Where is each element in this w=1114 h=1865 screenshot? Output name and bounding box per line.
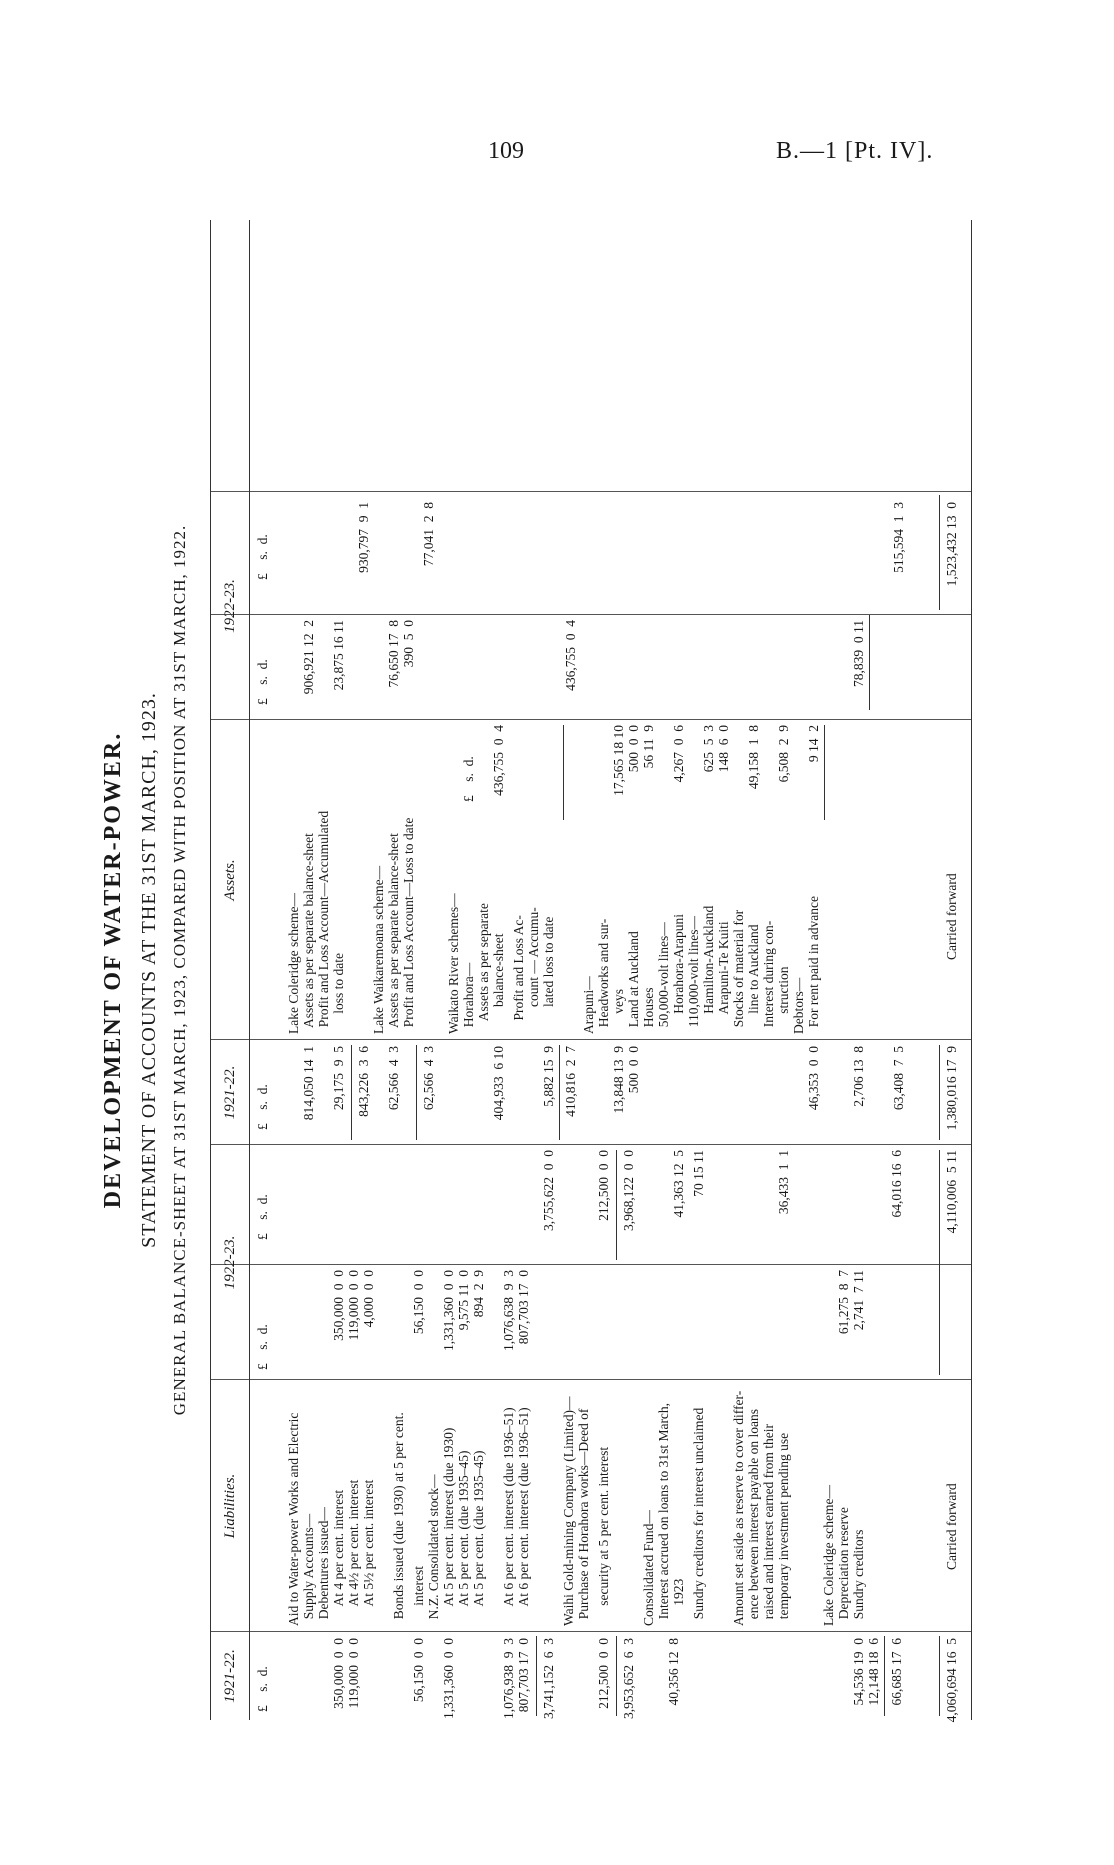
line: ence between interest payable on loans — [746, 1408, 761, 1626]
line: veys — [611, 989, 626, 1034]
amount: 76,650 17 8 — [386, 620, 401, 688]
amount: 404,933 6 10 — [491, 1046, 506, 1121]
line: Sundry creditors — [851, 1529, 866, 1626]
amount: 625 5 3 — [701, 725, 716, 773]
line: N.Z. Consolidated stock— — [426, 1474, 441, 1626]
lsd-head: £ s. d. — [255, 534, 270, 580]
lsd-head: £ s. d. — [255, 1324, 270, 1370]
line: Sundry creditors for interest unclaimed — [691, 1407, 706, 1626]
lsd-head: £ s. d. — [255, 659, 270, 705]
amount: 350,000 0 0 — [331, 1638, 346, 1709]
amount: 3,741,152 6 3 — [541, 1638, 556, 1719]
line: Houses — [641, 987, 656, 1034]
line: temporary investment pending use — [776, 1432, 791, 1626]
line: Consolidated Fund— — [641, 1510, 656, 1626]
amount: 56,150 0 0 — [411, 1270, 426, 1335]
line: At 5 per cent. (due 1935–45) — [471, 1450, 486, 1626]
amount: 46,353 0 0 — [806, 1046, 821, 1111]
line: Debtors— — [791, 977, 806, 1034]
line: At 5 per cent. interest (due 1930) — [441, 1427, 456, 1626]
amount: 70 15 11 — [691, 1150, 706, 1197]
line: Headworks and sur- — [596, 918, 611, 1034]
line: Profit and Loss Ac- — [511, 915, 526, 1034]
line: Horahora— — [461, 962, 476, 1034]
section-reference: B.—1 [Pt. IV]. — [776, 138, 934, 164]
amount: 78,839 0 11 — [851, 620, 866, 687]
amount: 4,000 0 0 — [361, 1270, 376, 1328]
line: loss to date — [331, 953, 346, 1034]
amount: 56,150 0 0 — [411, 1638, 426, 1703]
amount: 2,706 13 8 — [851, 1046, 866, 1107]
line: lated loss to date — [541, 916, 556, 1034]
rotated-balance-sheet — [100, 220, 980, 1723]
line: Bonds issued (due 1930) at 5 per cent. — [391, 1412, 406, 1626]
amount: 40,356 12 8 — [666, 1638, 681, 1706]
line: security at 5 per cent. interest — [596, 1446, 611, 1626]
line: count — Accumu- — [526, 907, 541, 1034]
line: Purchase of Horahora works—Deed of — [576, 1408, 591, 1626]
line: Lake Coleridge scheme— — [286, 893, 301, 1034]
amount: 894 2 9 — [471, 1270, 486, 1318]
col-liabilities: Liabilities. — [211, 1380, 250, 1632]
lsd-head: £ s. d. — [255, 1084, 270, 1130]
line: Lake Waikaremoana scheme— — [371, 865, 386, 1034]
amount: 5,882 15 9 — [541, 1046, 556, 1107]
amount: 1,331,360 0 0 — [441, 1638, 456, 1719]
amount: 1,523,432 13 0 — [944, 502, 959, 587]
line: Amount set aside as reserve to cover differ- — [731, 1390, 746, 1626]
amount: 410,816 2 7 — [563, 1046, 578, 1117]
line: At 4 per cent. interest — [331, 1489, 346, 1626]
line: At 6 per cent. interest (due 1936–51) — [516, 1407, 531, 1626]
amount: 29,175 9 5 — [331, 1046, 346, 1111]
line: Waihi Gold-mining Company (Limited)— — [561, 1396, 576, 1626]
line: line to Auckland — [746, 924, 761, 1034]
line: Waikato River schemes— — [446, 893, 461, 1034]
amount: 61,275 8 7 — [836, 1270, 851, 1335]
amount: 3,755,622 0 0 — [541, 1150, 556, 1231]
line: For rent paid in advance — [806, 896, 821, 1034]
line: Profit and Loss Account—Accumulated — [316, 810, 331, 1034]
line: Interest during con- — [761, 920, 776, 1034]
line: Assets as per separate balance-sheet — [386, 833, 401, 1034]
amount: 390 5 0 — [401, 620, 416, 668]
col-1922-assets: 1922-23. — [211, 492, 250, 720]
statement-subtitle: STATEMENT OF ACCOUNTS AT THE 31ST MARCH, 1923. — [138, 692, 160, 1248]
line: Hamilton-Auckland — [701, 905, 716, 1034]
line: At 5½ per cent. interest — [361, 1479, 376, 1626]
amount: 212,500 0 0 — [596, 1638, 611, 1709]
amount: 119,000 0 0 — [346, 1638, 361, 1709]
line: At 6 per cent. interest (due 1936–51) — [501, 1407, 516, 1626]
line: Lake Coleridge scheme— — [821, 1485, 836, 1626]
line: raised and interest earned from their — [761, 1423, 776, 1626]
line: 110,000-volt lines— — [686, 916, 701, 1034]
line: Arapuni— — [581, 976, 596, 1034]
amount: 3,953,652 6 3 — [621, 1638, 636, 1719]
amount: 62,566 4 3 — [386, 1046, 401, 1111]
lsd-head: £ s. d. — [461, 756, 476, 802]
amount: 9 14 2 — [806, 725, 821, 763]
carried-forward-label: Carried forward — [944, 1483, 959, 1570]
line: At 4½ per cent. interest — [346, 1479, 361, 1626]
lsd-head: £ s. d. — [255, 1194, 270, 1240]
amount: 56 11 9 — [641, 725, 656, 769]
amount: 64,016 16 6 — [889, 1150, 904, 1218]
amount: 500 0 0 — [626, 725, 641, 773]
amount: 1,331,360 0 0 — [441, 1270, 456, 1351]
amount: 66,685 17 6 — [889, 1638, 904, 1706]
amount: 1,076,638 9 3 — [501, 1270, 516, 1351]
amount: 9,575 11 0 — [456, 1270, 471, 1331]
line: balance-sheet — [491, 933, 506, 1034]
line: At 5 per cent. (due 1935–45) — [456, 1450, 471, 1626]
amount: 2,741 7 11 — [851, 1270, 866, 1331]
col-1922-liabilities: 1922-23. — [211, 1145, 250, 1380]
line: 50,000-volt lines— — [656, 922, 671, 1034]
line: Assets as per separate — [476, 903, 491, 1034]
amount: 807,703 17 0 — [516, 1270, 531, 1345]
balance-sheet-table — [210, 220, 972, 1723]
amount: 23,875 16 11 — [331, 620, 346, 691]
col-1921-liabilities: 1921-22. — [211, 1632, 250, 1720]
amount: 63,408 7 5 — [891, 1046, 906, 1111]
line: Stocks of material for — [731, 909, 746, 1034]
amount: 436,755 0 4 — [491, 725, 506, 796]
page-title: DEVELOPMENT OF WATER-POWER. — [100, 731, 126, 1209]
amount: 4,060,694 16 5 — [944, 1638, 959, 1723]
line: Land at Auckland — [626, 931, 641, 1034]
lsd-head: £ s. d. — [255, 1666, 270, 1712]
amount: 119,000 0 0 — [346, 1270, 361, 1341]
amount: 515,594 1 3 — [891, 502, 906, 573]
amount: 17,565 18 10 — [611, 725, 626, 796]
line: 1923 — [671, 1578, 686, 1626]
page-number: 109 — [488, 138, 524, 164]
amount: 843,226 3 6 — [356, 1046, 371, 1117]
amount: 1,380,016 17 9 — [944, 1046, 959, 1131]
amount: 350,000 0 0 — [331, 1270, 346, 1341]
line: Interest accrued on loans to 31st March, — [656, 1402, 671, 1626]
line: Arapuni-Te Kuiti — [716, 921, 731, 1034]
amount: 4,110,006 5 11 — [944, 1150, 959, 1234]
line: interest — [411, 1566, 426, 1626]
line: Assets as per separate balance-sheet — [301, 833, 316, 1034]
line: Depreciation reserve — [836, 1507, 851, 1626]
line: struction — [776, 966, 791, 1034]
amount: 500 0 0 — [626, 1046, 641, 1094]
amount: 148 6 0 — [716, 725, 731, 773]
amount: 62,566 4 3 — [421, 1046, 436, 1111]
amount: 1,076,938 9 3 — [501, 1638, 516, 1719]
amount: 6,508 2 9 — [776, 725, 791, 783]
col-1921-assets: 1921-22. — [211, 1040, 250, 1145]
amount: 814,050 14 1 — [301, 1046, 316, 1121]
amount: 906,921 12 2 — [301, 620, 316, 695]
line: Debentures issued— — [316, 1507, 331, 1626]
line: Aid to Water-power Works and Electric — [286, 1412, 301, 1626]
line: Horahora-Arapuni — [671, 914, 686, 1034]
col-assets: Assets. — [211, 720, 250, 1040]
amount: 930,797 9 1 — [356, 502, 371, 573]
amount: 41,363 12 5 — [671, 1150, 686, 1218]
line: Supply Accounts— — [301, 1513, 316, 1626]
amount: 12,148 18 6 — [866, 1638, 881, 1706]
amount: 13,848 13 9 — [611, 1046, 626, 1114]
amount: 4,267 0 6 — [671, 725, 686, 783]
amount: 49,158 1 8 — [746, 725, 761, 790]
line: Profit and Loss Account—Loss to date — [401, 817, 416, 1034]
carried-forward-label: Carried forward — [944, 873, 959, 960]
amount: 77,041 2 8 — [421, 502, 436, 567]
amount: 807,703 17 0 — [516, 1638, 531, 1713]
amount: 212,500 0 0 — [596, 1150, 611, 1221]
amount: 3,968,122 0 0 — [621, 1150, 636, 1231]
amount: 54,536 19 0 — [851, 1638, 866, 1706]
amount: 36,433 1 1 — [776, 1150, 791, 1215]
balance-sheet-heading: GENERAL BALANCE-SHEET AT 31ST MARCH, 1923, COMPARED WITH POSITION AT 31ST MARCH, 1922. — [170, 524, 189, 1416]
amount: 436,755 0 4 — [563, 620, 578, 691]
